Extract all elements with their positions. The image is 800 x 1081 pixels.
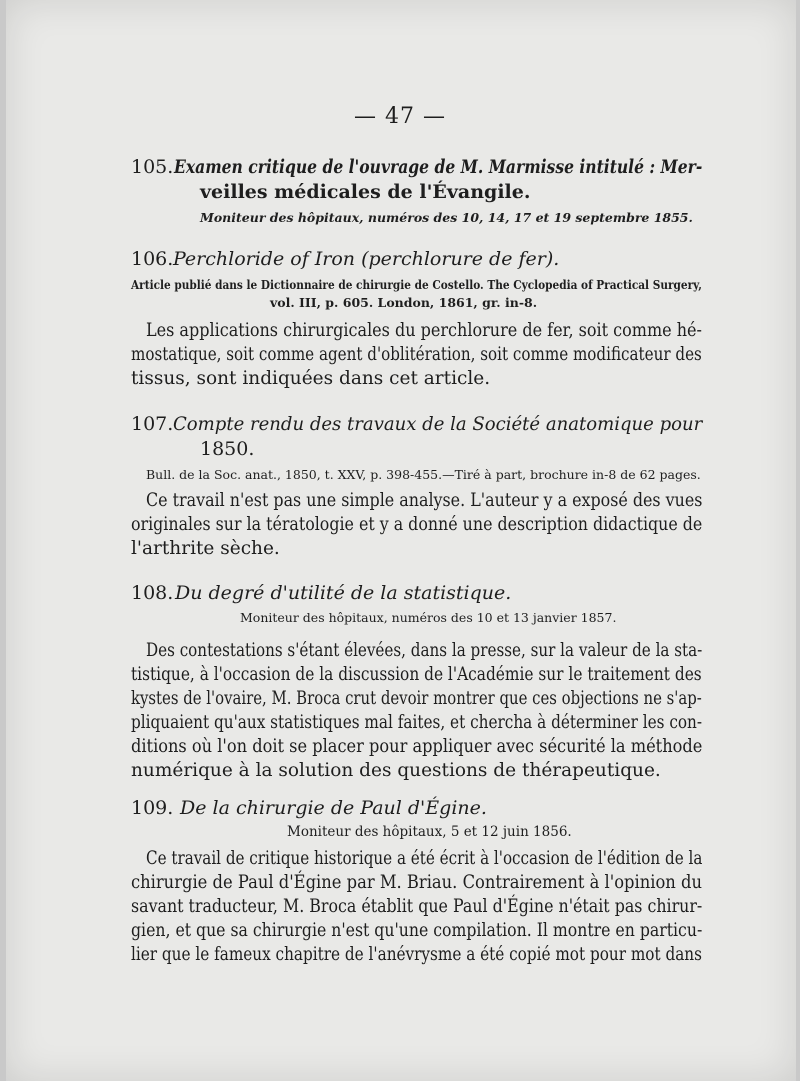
entry-107-para-line3: l'arthrite sèche. [131,538,280,559]
entry-108-number: 108. [131,582,174,604]
entry-106-source-line1: Article publié dans le Dictionnaire de chirurgie de Costello. The Cyclopedia of Practical Surgery, [131,277,702,292]
entry-109-para-line3: savant traducteur, M. Broca établit que Paul d'Égine n'était pas chirur- [131,896,703,917]
entry-108-title: Du degré d'utilité de la statistique. [175,582,512,604]
entry-106-title: Perchloride of Iron (perchlorure de fer). [173,248,560,270]
entry-107-para-line1: Ce travail n'est pas une simple analyse. L'auteur y a exposé des vues [146,490,703,511]
entry-109-para-line4: gien, et que sa chirurgie n'est qu'une compilation. Il montre en particu- [131,920,703,941]
entry-108-para-line4: pliquaient qu'aux statistiques mal faites, et chercha à déterminer les con- [131,712,703,733]
entry-108-para-line2: tistique, à l'occasion de la discussion de l'Académie sur le traitement des [131,664,702,685]
entry-107-para-line2: originales sur la tératologie et y a donné une description didactique de [131,514,703,535]
entry-109-para-line5: lier que le fameux chapitre de l'anévrysme a été copié mot pour mot dans [131,944,702,965]
entry-106-para-line2: mostatique, soit comme agent d'oblitération, soit comme modificateur des [131,344,702,365]
page-number: — 47 — [354,104,446,129]
entry-106-source-line2: vol. III, p. 605. London, 1861, gr. in-8. [270,295,538,310]
entry-107-title-line1: Compte rendu des travaux de la Société anatomique pour [173,413,703,435]
entry-108-source: Moniteur des hôpitaux, numéros des 10 et 13 janvier 1857. [240,610,617,625]
entry-105-source: Moniteur des hôpitaux, numéros des 10, 14, 17 et 19 septembre 1855. [200,210,693,225]
entry-106-para-line3: tissus, sont indiquées dans cet article. [131,368,491,389]
entry-105-title-line1: Examen critique de l'ouvrage de M. Marmisse intitulé : Mer- [174,156,703,178]
entry-108-para-line6: numérique à la solution des questions de thérapeutique. [131,760,661,781]
entry-109-title: De la chirurgie de Paul d'Égine. [180,797,487,819]
entry-107-title-line2: 1850. [200,438,255,460]
entry-106-para-line1: Les applications chirurgicales du perchlorure de fer, soit comme hé- [146,320,702,341]
entry-109-number: 109. [131,797,174,819]
entry-109-para-line2: chirurgie de Paul d'Égine par M. Briau. Contrairement à l'opinion du [131,872,702,893]
entry-105-title-line2: veilles médicales de l'Évangile. [200,181,531,203]
entry-107-source: Bull. de la Soc. anat., 1850, t. XXV, p. 398-455.—Tiré à part, brochure in-8 de 62 pages. [146,467,701,482]
entry-108-para-line5: ditions où l'on doit se placer pour appliquer avec sécurité la méthode [131,736,703,757]
entry-109-para-line1: Ce travail de critique historique a été écrit à l'occasion de l'édition de la [146,848,703,869]
entry-107-number: 107. [131,413,174,435]
entry-106-number: 106. [131,248,174,270]
entry-108-para-line3: kystes de l'ovaire, M. Broca crut devoir montrer que ces objections ne s'ap- [131,688,702,709]
entry-109-source: Moniteur des hôpitaux, 5 et 12 juin 1856. [287,824,572,840]
entry-108-para-line1: Des contestations s'étant élevées, dans la presse, sur la valeur de la sta- [146,640,703,661]
entry-105-number: 105. [131,156,174,178]
